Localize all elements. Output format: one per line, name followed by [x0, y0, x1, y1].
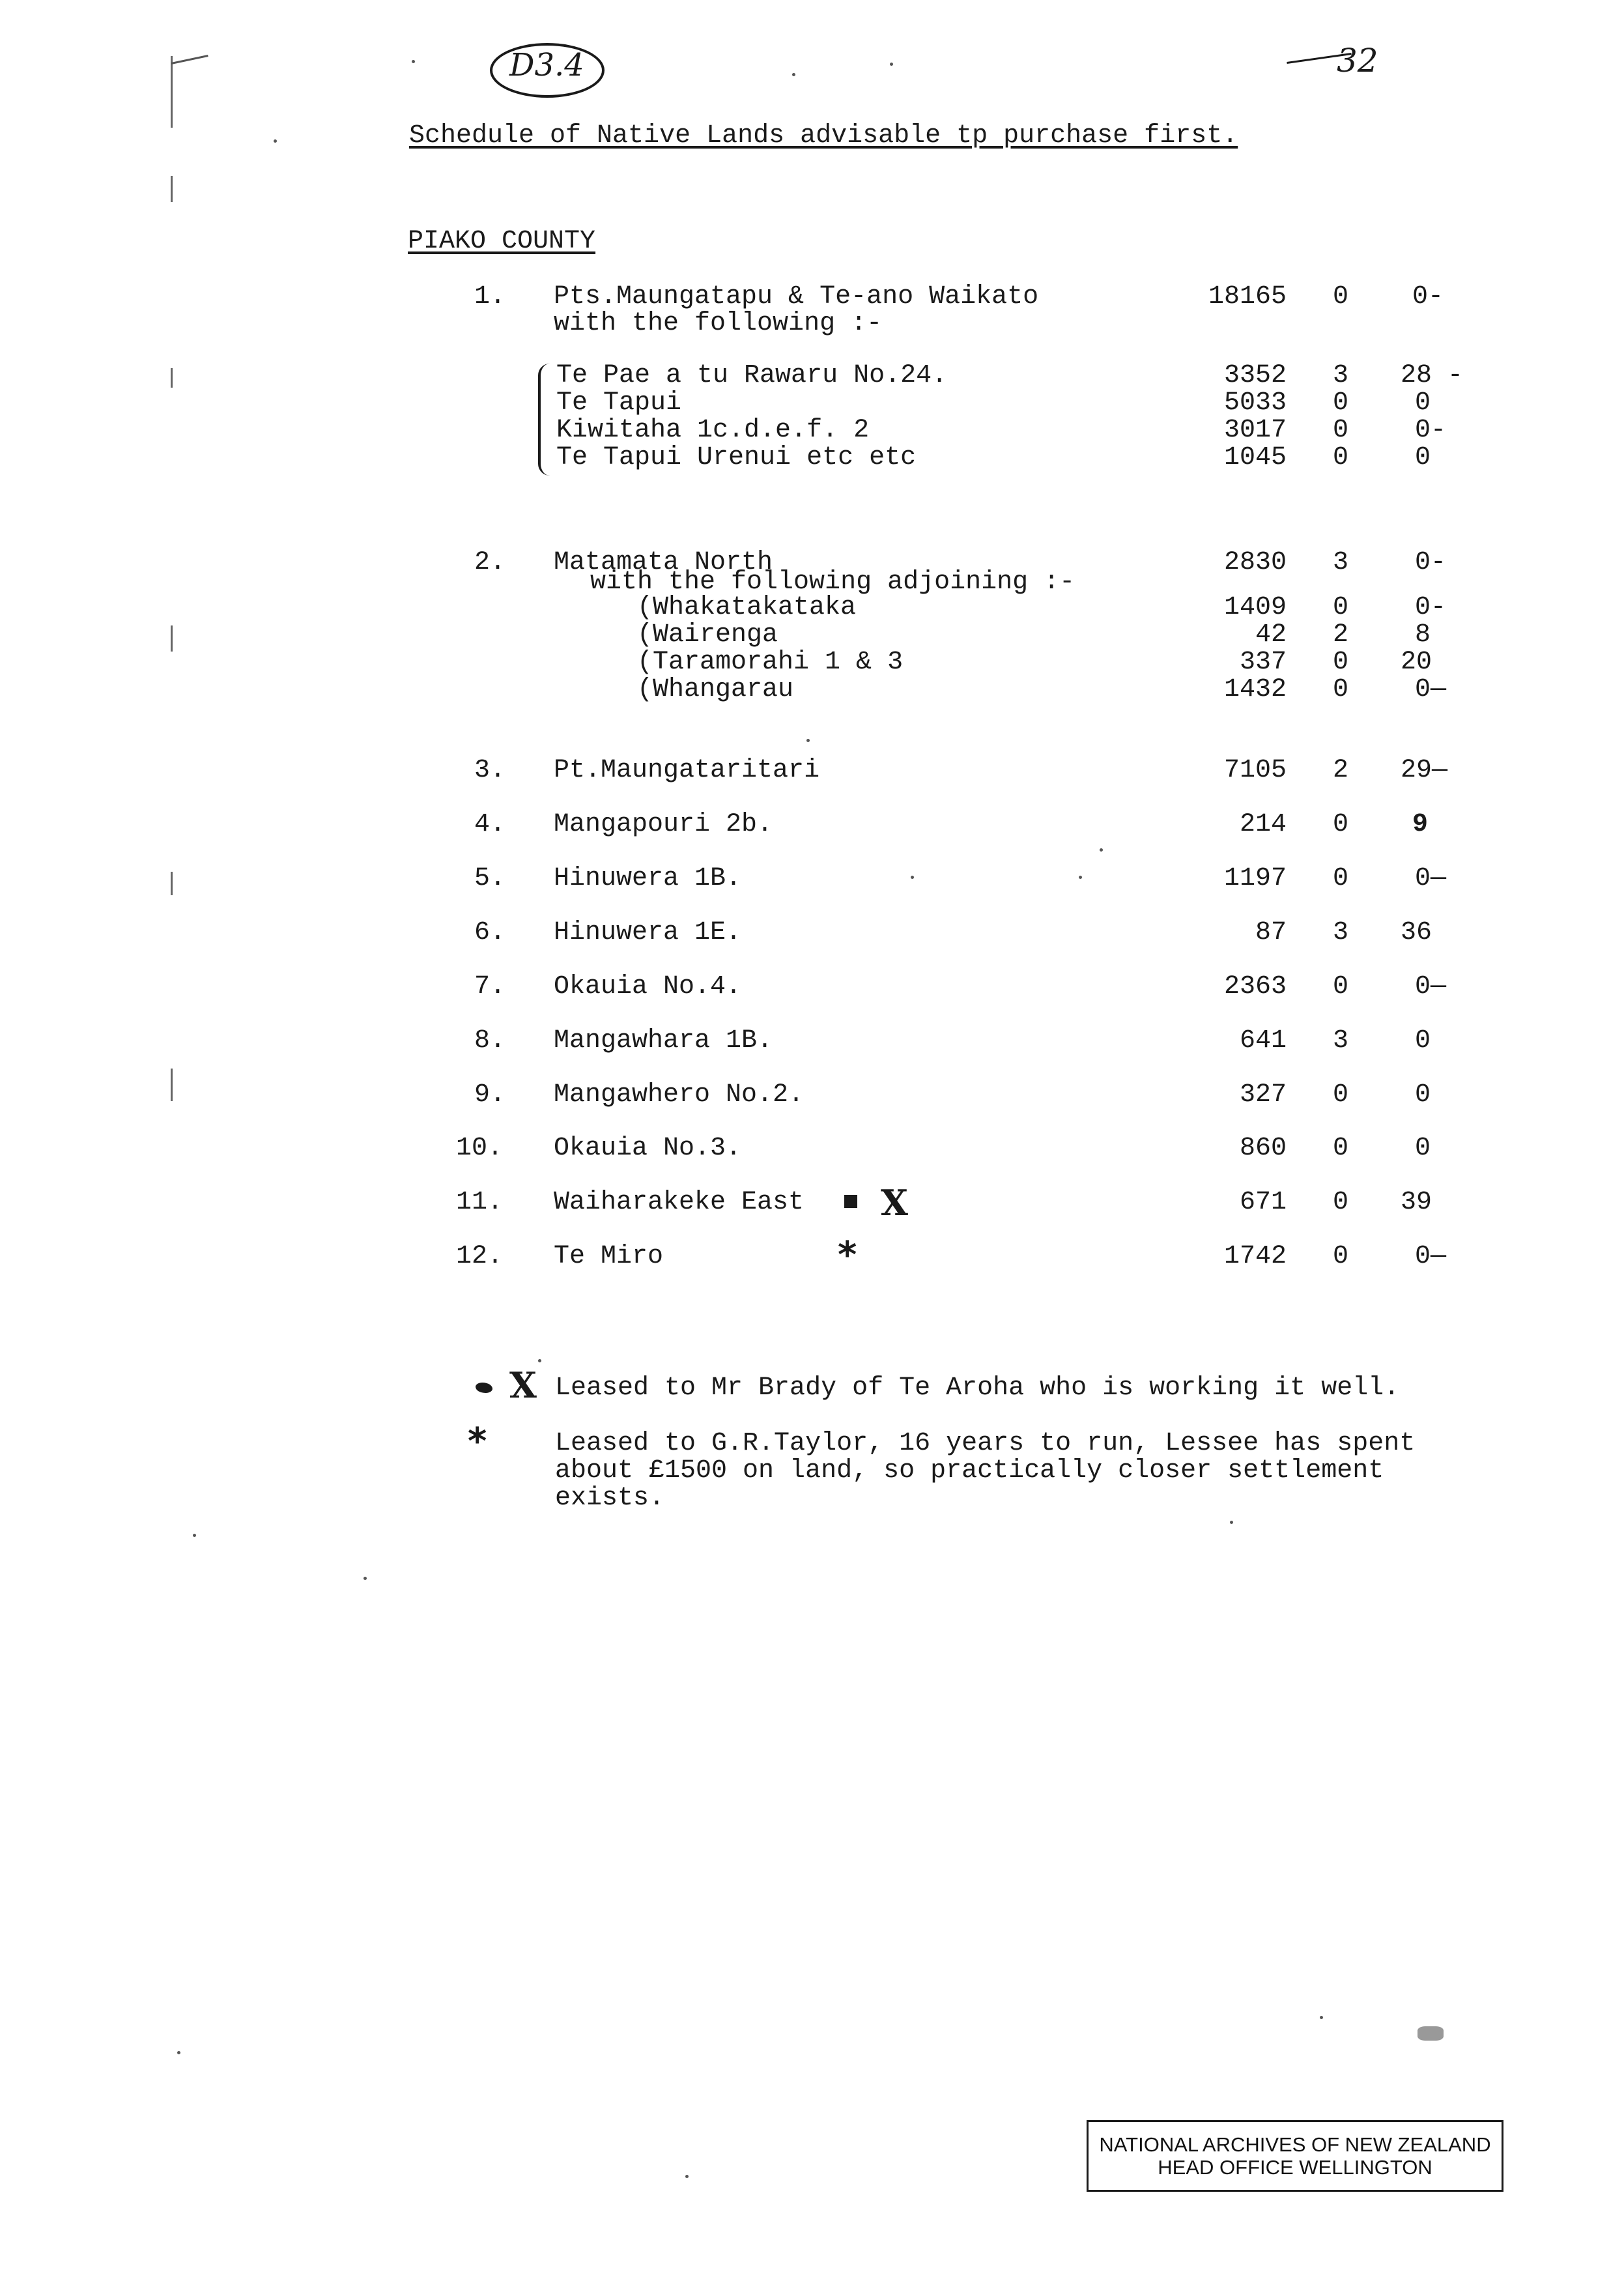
- scan-speck: [1417, 2026, 1444, 2041]
- entry-name: Hinuwera 1B.: [554, 864, 742, 893]
- entry-roods: 3: [1332, 918, 1348, 947]
- entry-name: Pts.Maungatapu & Te-ano Waikato: [554, 282, 1039, 311]
- entry-roods: 0: [1332, 416, 1348, 445]
- county-heading: PIAKO COUNTY: [408, 227, 596, 256]
- entry-perches: 0: [1415, 1026, 1431, 1055]
- entry-name: Pt.Maungataritari: [554, 756, 820, 785]
- entry-name: Okauia No.4.: [554, 972, 742, 1001]
- entry-acres: 671: [1239, 1188, 1287, 1217]
- margin-mark: [171, 55, 208, 65]
- entry-name: Mangapouri 2b.: [554, 810, 773, 839]
- entry-name: (Taramorahi 1 & 3: [637, 648, 904, 677]
- entry-acres: 337: [1239, 648, 1287, 677]
- entry-perches: 39: [1401, 1188, 1432, 1217]
- margin-mark: [171, 872, 173, 895]
- entry-name: Mangawhero No.2.: [554, 1080, 805, 1110]
- scan-speck: [1100, 848, 1103, 852]
- entry-roods: 2: [1332, 620, 1348, 650]
- entry-perches: 0: [1415, 1134, 1431, 1163]
- entry-roods: 0: [1332, 388, 1348, 418]
- entry-perches: 0—: [1415, 972, 1447, 1001]
- scan-speck: [685, 2175, 689, 2178]
- entry-name: Mangawhara 1B.: [554, 1026, 773, 1055]
- entry-acres: 1409: [1223, 593, 1287, 622]
- x-mark-icon: X: [509, 1364, 537, 1406]
- entry-name: Te Tapui: [556, 388, 682, 418]
- entry-roods: 0: [1332, 1188, 1348, 1217]
- entry-acres: 5033: [1223, 388, 1287, 418]
- entry-name: (Wairenga: [637, 620, 778, 650]
- entry-acres: 1742: [1223, 1242, 1287, 1271]
- margin-mark: [171, 1069, 173, 1101]
- scan-speck: [911, 876, 914, 879]
- margin-mark: [171, 56, 173, 128]
- entry-roods: 2: [1332, 756, 1348, 785]
- entry-acres: 3352: [1223, 361, 1287, 390]
- scan-speck: [1079, 876, 1082, 879]
- entry-perches: 0—: [1415, 675, 1447, 704]
- entry-perches: 9: [1412, 810, 1429, 839]
- entry-acres: 214: [1239, 810, 1287, 839]
- entry-perches: 0-: [1415, 593, 1447, 622]
- scan-speck: [538, 1359, 541, 1362]
- entry-roods: 0: [1332, 1080, 1348, 1110]
- margin-mark: [171, 625, 173, 652]
- entry-number: 10.: [456, 1134, 504, 1163]
- entry-acres: 3017: [1223, 416, 1287, 445]
- entry-acres: 42: [1255, 620, 1287, 650]
- entry-acres: 7105: [1223, 756, 1287, 785]
- entry-perches: 20: [1401, 648, 1432, 677]
- scan-speck: [1320, 2016, 1323, 2019]
- scan-speck: [792, 73, 795, 76]
- entry-number: 4.: [474, 810, 506, 839]
- scan-speck: [193, 1534, 196, 1537]
- entry-roods: 0: [1332, 648, 1348, 677]
- entry-roods: 3: [1332, 1026, 1348, 1055]
- entry-name: Te Tapui Urenui etc etc: [556, 443, 917, 472]
- entry-number: 8.: [474, 1026, 506, 1055]
- entry-roods: 0: [1332, 972, 1348, 1001]
- asterisk-mark-icon: *: [838, 1234, 857, 1276]
- entry-name: Matamata North: [554, 548, 773, 577]
- entry-number: 9.: [474, 1080, 506, 1110]
- entry-name: (Whakatakataka: [637, 593, 857, 622]
- entry-name: Te Pae a tu Rawaru No.24.: [556, 361, 948, 390]
- entry-number: 2.: [474, 548, 506, 577]
- entry-name: (Whangarau: [637, 675, 794, 704]
- scan-speck: [806, 739, 810, 742]
- footnote-text: Leased to G.R.Taylor, 16 years to run, Lessee has spent: [555, 1429, 1416, 1458]
- entry-perches: 0: [1415, 1080, 1431, 1110]
- entry-acres: 860: [1239, 1134, 1287, 1163]
- entry-acres: 1432: [1223, 675, 1287, 704]
- entry-acres: 87: [1255, 918, 1287, 947]
- entry-perches: 0-: [1415, 548, 1447, 577]
- entry-acres: 2363: [1223, 972, 1287, 1001]
- footnote-text: exists.: [555, 1484, 665, 1513]
- page-number: 32: [1337, 42, 1378, 79]
- entry-number: 3.: [474, 756, 506, 785]
- entry-acres: 1197: [1223, 864, 1287, 893]
- x-mark-icon: X: [881, 1182, 908, 1224]
- entry-perches: 0—: [1415, 864, 1447, 893]
- reference-mark: D3.4: [509, 47, 584, 83]
- grouping-brace: [538, 364, 554, 476]
- entry-subheading: with the following adjoining :-: [590, 567, 1076, 597]
- entry-name: Kiwitaha 1c.d.e.f. 2: [556, 416, 870, 445]
- footnote-text: Leased to Mr Brady of Te Aroha who is working it well.: [555, 1373, 1400, 1403]
- entry-perches: 8: [1415, 620, 1431, 650]
- archive-stamp: [1087, 2120, 1503, 2192]
- stamp-line: NATIONAL ARCHIVES OF NEW ZEALAND: [1099, 2133, 1491, 2156]
- entry-name: Waiharakeke East: [554, 1188, 805, 1217]
- entry-perches: 36: [1401, 918, 1432, 947]
- entry-roods: 0: [1332, 282, 1348, 311]
- entry-perches: 0-: [1415, 416, 1447, 445]
- entry-roods: 0: [1332, 1134, 1348, 1163]
- footnote-text: about £1500 on land, so practically closer settlement: [555, 1456, 1384, 1486]
- entry-name: Te Miro: [554, 1242, 664, 1271]
- asterisk-mark-icon: *: [468, 1420, 487, 1463]
- scan-speck: [363, 1577, 367, 1580]
- entry-acres: 18165: [1208, 282, 1287, 311]
- ink-square-mark: [844, 1195, 857, 1208]
- entry-perches: 28 -: [1401, 361, 1464, 390]
- entry-number: 1.: [474, 282, 506, 311]
- entry-roods: 0: [1332, 443, 1348, 472]
- entry-acres: 2830: [1223, 548, 1287, 577]
- margin-mark: [171, 176, 173, 202]
- margin-mark: [171, 368, 173, 388]
- scan-speck: [177, 2051, 180, 2054]
- entry-number: 11.: [456, 1188, 504, 1217]
- stamp-line: HEAD OFFICE WELLINGTON: [1158, 2156, 1432, 2179]
- entry-name: Hinuwera 1E.: [554, 918, 742, 947]
- entry-name: Okauia No.3.: [554, 1134, 742, 1163]
- document-title: Schedule of Native Lands advisable tp purchase first.: [409, 121, 1238, 151]
- entry-perches: 0: [1415, 388, 1431, 418]
- scan-speck: [412, 60, 415, 63]
- entry-perches: 0: [1415, 443, 1431, 472]
- entry-roods: 3: [1332, 548, 1348, 577]
- entry-acres: 641: [1239, 1026, 1287, 1055]
- entry-perches: 0-: [1412, 282, 1444, 311]
- entry-number: 7.: [474, 972, 506, 1001]
- entry-roods: 0: [1332, 593, 1348, 622]
- entry-number: 6.: [474, 918, 506, 947]
- entry-roods: 3: [1332, 361, 1348, 390]
- entry-number: 5.: [474, 864, 506, 893]
- entry-perches: 29—: [1401, 756, 1448, 785]
- entry-roods: 0: [1332, 1242, 1348, 1271]
- ink-blot-mark: [476, 1383, 492, 1393]
- scan-speck: [890, 63, 893, 66]
- entry-acres: 327: [1239, 1080, 1287, 1110]
- entry-roods: 0: [1332, 675, 1348, 704]
- entry-roods: 0: [1332, 864, 1348, 893]
- scan-speck: [274, 139, 277, 143]
- entry-roods: 0: [1332, 810, 1348, 839]
- scan-speck: [1230, 1521, 1233, 1524]
- entry-acres: 1045: [1223, 443, 1287, 472]
- entry-number: 12.: [456, 1242, 504, 1271]
- entry-perches: 0—: [1415, 1242, 1447, 1271]
- entry-subheading: with the following :-: [554, 309, 883, 338]
